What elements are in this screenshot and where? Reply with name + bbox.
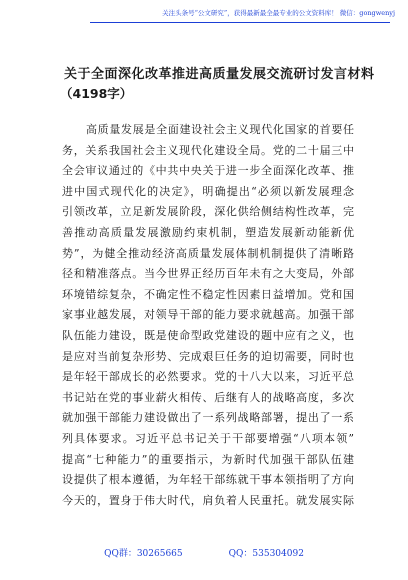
text-line: 提高“七种能力”的重要指示，为新时代加强干部队伍建 xyxy=(62,452,354,466)
text-line: 今天的，置身于伟大时代，肩负着人民重托。就发展实际 xyxy=(62,493,354,507)
header-divider xyxy=(90,22,390,23)
text-line: 是应对当前复杂形势、完成艰巨任务的迫切需要，同时也 xyxy=(62,349,354,363)
text-line: 是年轻干部成长的必然要求。党的十八大以来，习近平总 xyxy=(62,370,354,384)
text-line: 务，关系我国社会主义现代化建设全局。党的二十届三中 xyxy=(62,143,354,157)
text-line: 引领改革，立足新发展阶段，深化供给侧结构性改革，完 xyxy=(62,205,354,219)
text-line: 进中国式现代化的决定》，明确提出“必须以新发展理念 xyxy=(62,184,354,198)
text-line: 书记站在党的事业薪火相传、后继有人的战略高度，多次 xyxy=(62,390,354,404)
footer-qq-group[interactable]: QQ群：30265665 xyxy=(104,549,183,559)
text-line: 善推动高质量发展激励约束机制，塑造发展新动能新优 xyxy=(62,225,354,239)
word-count: （4198字） xyxy=(60,86,133,101)
text-line: 家事业越发展，对领导干部的能力要求就越高。加强干部 xyxy=(62,308,354,322)
text-line: 队伍能力建设，既是使命型政党建设的题中应有之义，也 xyxy=(62,328,354,342)
text-line: 势”，为健全推动经济高质量发展体制机制提供了清晰路 xyxy=(62,246,354,260)
header-banner[interactable]: 关注头条号“公文研究”，获得最新最全最专业的公文资料库！ 微信：gongwenyj xyxy=(162,9,395,17)
text-line: 列具体要求。习近平总书记关于干部要增强“八项本领” xyxy=(62,431,354,445)
body-paragraph xyxy=(62,120,354,511)
text-line: 环境错综复杂，不确定性不稳定性因素日益增加。党和国 xyxy=(62,287,354,301)
text-line: 全会审议通过的《中共中央关于进一步全面深化改革、推 xyxy=(62,164,354,178)
text-line: 就加强干部能力建设做出了一系列战略部署，提出了一系 xyxy=(62,411,354,425)
text-line: 高质量发展是全面建设社会主义现代化国家的首要任 xyxy=(86,123,354,136)
footer-contact xyxy=(0,548,408,560)
text-line: 径和精准落点。当今世界正经历百年未有之大变局，外部 xyxy=(62,267,354,281)
footer-qq[interactable]: QQ：535304092 xyxy=(228,549,304,559)
text-line: 设提供了根本遵循，为年轻干部练就干事本领指明了方向 xyxy=(62,473,354,487)
document-title: 关于全面深化改革推进高质量发展交流研讨发言材料 xyxy=(64,67,375,82)
